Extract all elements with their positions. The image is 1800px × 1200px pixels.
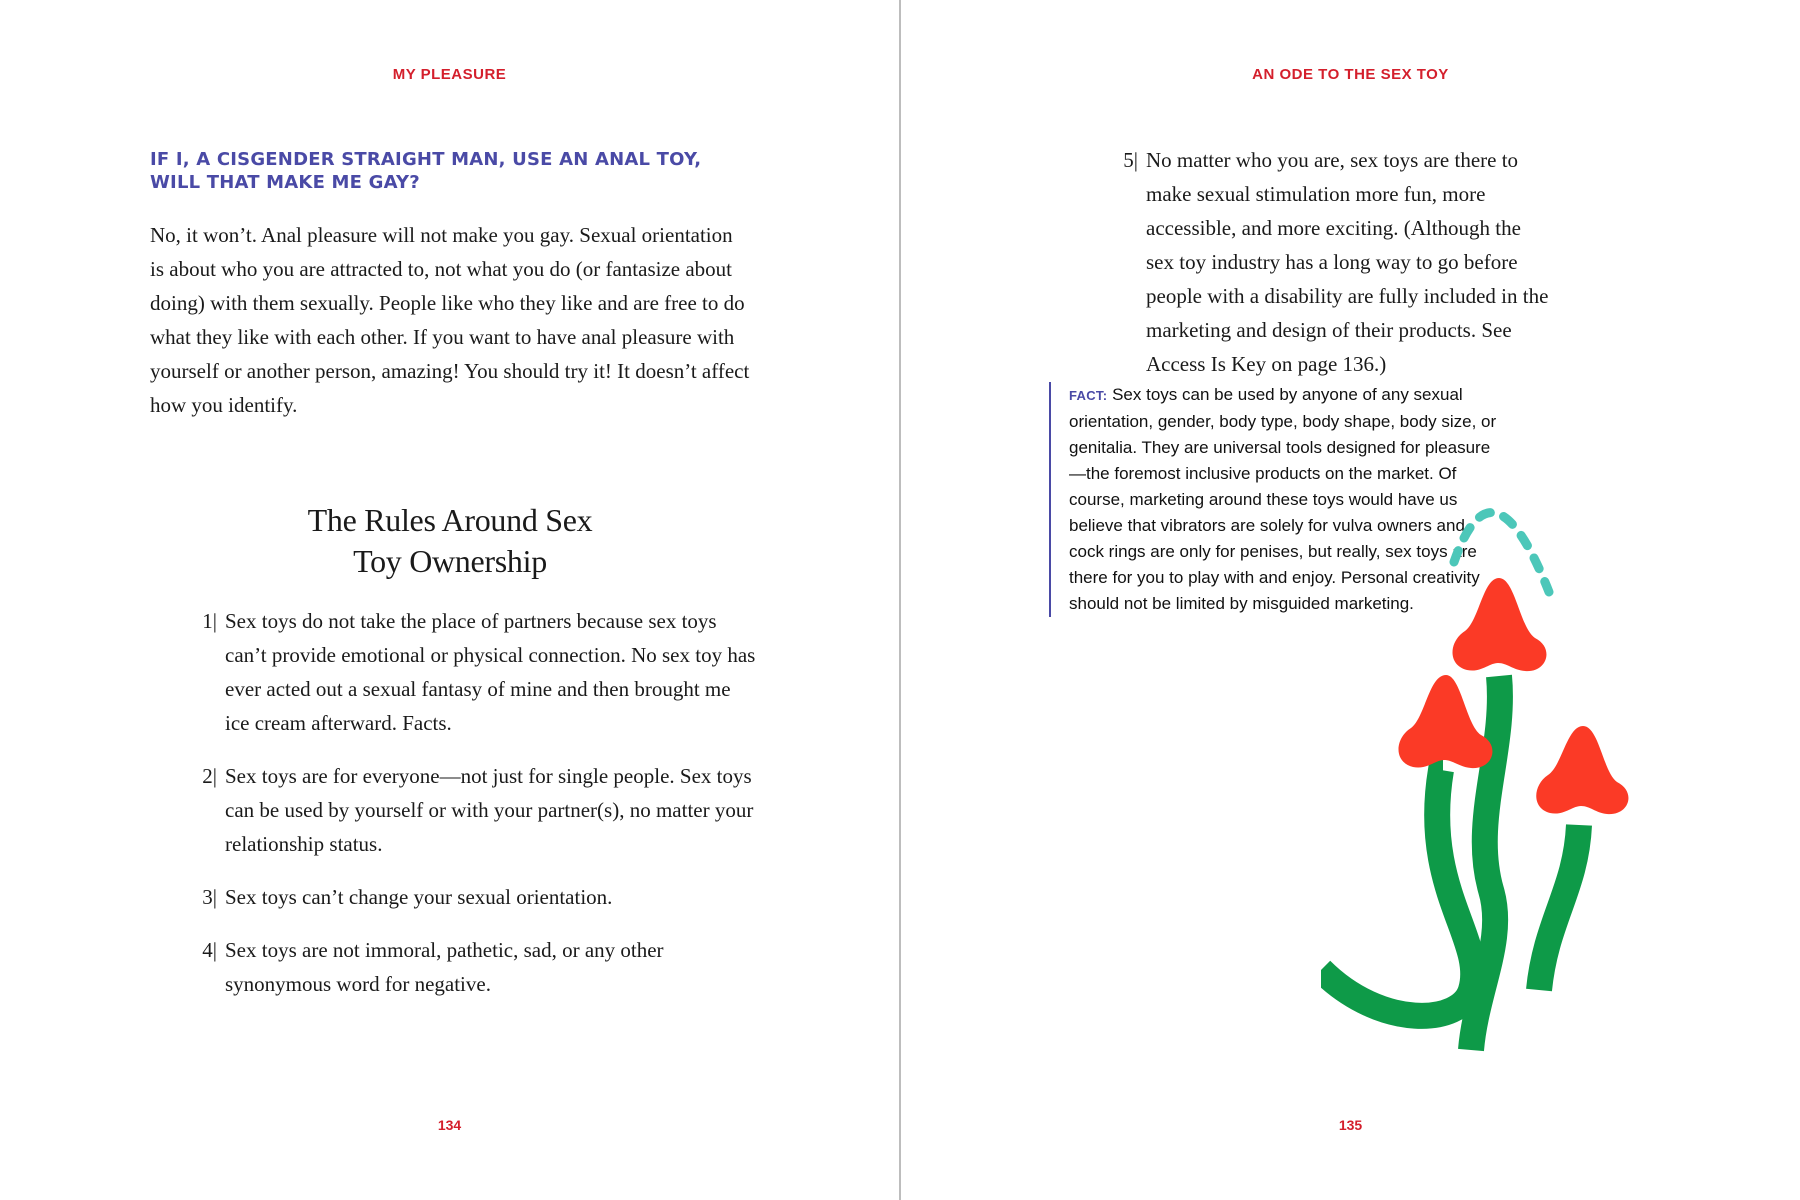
left-stem [1321, 770, 1473, 1016]
flower-sex-toy-illustration [1321, 470, 1681, 1070]
section-title [150, 500, 750, 582]
right-stem [1539, 825, 1579, 990]
rule-text: Sex toys do not take the place of partners because sex toys can’t provide emotional or physical connection. No sex toy has ever acted out a sexual fantasy of mine and then brought me ice cream afterward. Facts. [225, 609, 756, 735]
rule-number: 3| [202, 885, 217, 909]
section-title-line1: The Rules Around Sex [307, 502, 593, 538]
list-item [150, 759, 760, 861]
middle-flower-head [1453, 578, 1547, 671]
answer-paragraph: No, it won’t. Anal pleasure will not make you gay. Sexual orientation is about who you are attracted to, not what you do (or fantasize about doing) with them sexually. People like who they like and are free to do what they like with each other. If you want to have anal pleasure with yourself or another person, amazing! You should try it! It doesn’t affect how you identify. [150, 223, 750, 417]
rule-text: Sex toys are not immoral, pathetic, sad, or any other synonymous word for negative. [225, 938, 664, 996]
page-number-right: 135 [1338, 1117, 1363, 1133]
left-page [0, 0, 899, 1200]
rules-list [150, 604, 760, 1020]
rule-text: Sex toys are for everyone—not just for single people. Sex toys can be used by yourself or with your partner(s), no matter your relationship status. [225, 764, 754, 856]
rule-number: 1| [202, 609, 217, 633]
fact-text: Sex toys can be used by anyone of any sexual orientation, gender, body type, body shape, body size, or genitalia. They are universal tools designed for pleasure—the foremost inclusive products on the market. Of course, marketing around these toys would have us believe that vibrators are solely for vulva owners and cock rings are only for penises, but really, sex toys are there for you to play with and enjoy. Personal creativity should not be limited by misguided marketing. [1069, 385, 1497, 613]
list-item [150, 604, 760, 740]
page-number-left: 134 [437, 1117, 462, 1133]
rule-number: 4| [202, 938, 217, 962]
rule-text: Sex toys can’t change your sexual orientation. [225, 885, 613, 909]
question-heading: IF I, A CISGENDER STRAIGHT MAN, USE AN ANAL TOY, WILL THAT MAKE ME GAY? [150, 149, 702, 193]
rule-text: No matter who you are, sex toys are there to make sexual stimulation more fun, more accessible, and more exciting. (Although the sex toy industry has a long way to go before people with a disability are fully included in the marketing and design of their products. See Access Is Key on page 136.) [1146, 148, 1549, 376]
rules-list-continued [1071, 143, 1551, 381]
running-head-right: AN ODE TO THE SEX TOY [1252, 66, 1449, 83]
list-item [150, 880, 760, 914]
left-flower-head [1399, 675, 1493, 768]
right-flower-head [1536, 726, 1628, 814]
fact-label: FACT: [1069, 388, 1108, 403]
list-item [1071, 143, 1551, 381]
rule-number: 5| [1123, 148, 1138, 172]
right-page [901, 0, 1800, 1200]
running-head-left: MY PLEASURE [392, 66, 507, 83]
list-item [150, 933, 760, 1001]
rule-number: 2| [202, 764, 217, 788]
section-title-line2: Toy Ownership [353, 543, 547, 579]
